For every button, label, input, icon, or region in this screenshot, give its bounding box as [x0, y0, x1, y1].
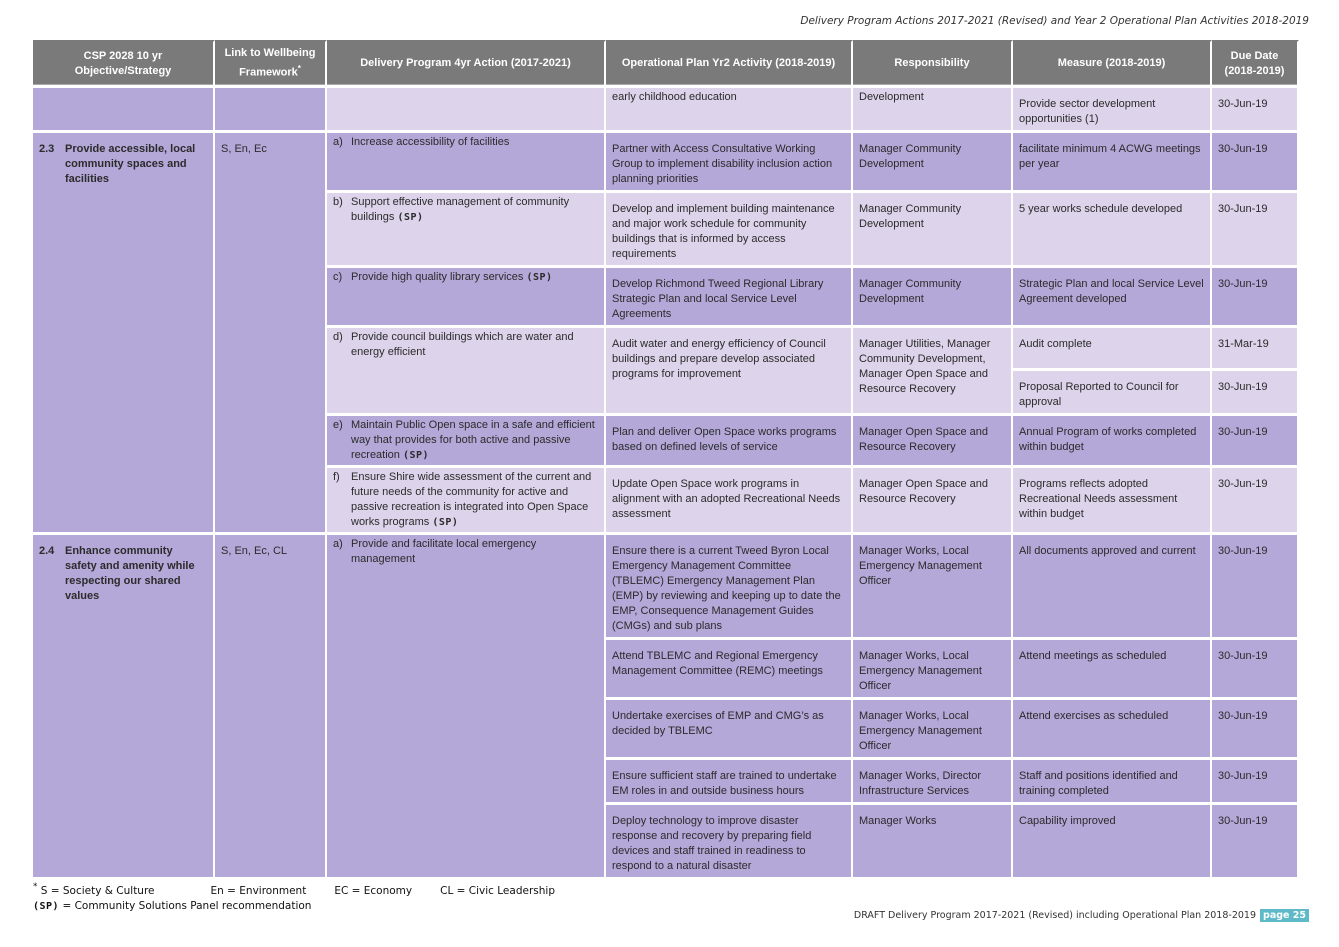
- activity-cell: early childhood education: [606, 88, 853, 133]
- strategy-number: 2.4: [39, 545, 55, 557]
- legend-civic: CL = Civic Leadership: [440, 884, 555, 897]
- legend-society: * S = Society & Culture: [33, 882, 155, 897]
- col-header-due-date: Due Date (2018-2019): [1212, 40, 1299, 88]
- measure-cell: Provide sector development opportunities (1): [1013, 88, 1212, 133]
- measure-cell: Attend exercises as scheduled: [1013, 700, 1212, 760]
- activity-cell: Deploy technology to improve disaster response and recovery by preparing field devices and staff trained in readiness to respond to a natural disaster: [606, 805, 853, 880]
- strategy-title: Provide accessible, local community spaces and facilities: [65, 143, 196, 185]
- wellbeing-link-cell: S, En, Ec, CL: [215, 535, 327, 880]
- measure-cell: Programs reflects adopted Recreational Needs assessment within budget: [1013, 468, 1212, 535]
- action-cell: f) Ensure Shire wide assessment of the current and future needs of the community for active and passive recreation is integrated into Open Space works programs (SP): [327, 468, 606, 535]
- measure-cell: Capability improved: [1013, 805, 1212, 880]
- col-header-responsibility: Responsibility: [853, 40, 1013, 88]
- col-header-measure: Measure (2018-2019): [1013, 40, 1212, 88]
- due-date-cell: 30-Jun-19: [1212, 416, 1299, 468]
- table-row: [33, 535, 1299, 640]
- wellbeing-link-cell: S, En, Ec: [215, 133, 327, 535]
- strategy-title: Enhance community safety and amenity while respecting our shared values: [65, 545, 195, 602]
- activity-cell: Update Open Space work programs in alignment with an adopted Recreational Needs assessment: [606, 468, 853, 535]
- due-date-cell: 30-Jun-19: [1212, 193, 1299, 268]
- col-header-operational-activity: Operational Plan Yr2 Activity (2018-2019): [606, 40, 853, 88]
- due-date-cell: 30-Jun-19: [1212, 640, 1299, 700]
- strategy-2-3-cell: [33, 133, 215, 535]
- responsibility-cell: Manager Works, Local Emergency Management Officer: [853, 640, 1013, 700]
- responsibility-cell: Manager Community Development: [853, 133, 1013, 193]
- responsibility-cell: Manager Works, Local Emergency Management Officer: [853, 535, 1013, 640]
- action-cell: c) Provide high quality library services (SP): [327, 268, 606, 328]
- measure-cell: Staff and positions identified and training completed: [1013, 760, 1212, 805]
- wellbeing-cell: [215, 88, 327, 133]
- due-date-cell: 30-Jun-19: [1212, 535, 1299, 640]
- due-date-cell: 30-Jun-19: [1212, 371, 1299, 416]
- due-date-cell: 30-Jun-19: [1212, 133, 1299, 193]
- legend-economy: EC = Economy: [334, 884, 413, 897]
- measure-cell: Proposal Reported to Council for approval: [1013, 371, 1212, 416]
- col-header-objective: CSP 2028 10 yr Objective/Strategy: [33, 40, 215, 88]
- due-date-cell: 30-Jun-19: [1212, 88, 1299, 133]
- footnotes: [33, 880, 583, 914]
- activity-cell: Develop and implement building maintenance and major work schedule for community buildings that is informed by access requirements: [606, 193, 853, 268]
- action-cell: [327, 88, 606, 133]
- action-cell: a) Increase accessibility of facilities: [327, 133, 606, 193]
- due-date-cell: 30-Jun-19: [1212, 760, 1299, 805]
- table-row: [33, 133, 1299, 193]
- due-date-cell: 31-Mar-19: [1212, 328, 1299, 371]
- measure-cell: 5 year works schedule developed: [1013, 193, 1212, 268]
- responsibility-cell: Manager Open Space and Resource Recovery: [853, 468, 1013, 535]
- measure-cell: Strategic Plan and local Service Level Agreement developed: [1013, 268, 1212, 328]
- due-date-cell: 30-Jun-19: [1212, 700, 1299, 760]
- activity-cell: Undertake exercises of EMP and CMG’s as decided by TBLEMC: [606, 700, 853, 760]
- activity-cell: Ensure there is a current Tweed Byron Local Emergency Management Committee (TBLEMC) Emergency Management Plan (EMP) by reviewing and keeping up to date the EMP, Consequence Management Guides (CMGs) and sub plans: [606, 535, 853, 640]
- measure-cell: facilitate minimum 4 ACWG meetings per year: [1013, 133, 1212, 193]
- strategy-2-4-cell: [33, 535, 215, 880]
- wellbeing-legend: [33, 880, 583, 899]
- strategy-number: 2.3: [39, 143, 55, 155]
- responsibility-cell: Manager Works: [853, 805, 1013, 880]
- footer-title: DRAFT Delivery Program 2017-2021 (Revised) including Operational Plan 2018-2019: [853, 910, 1257, 921]
- due-date-cell: 30-Jun-19: [1212, 468, 1299, 535]
- running-header: Delivery Program Actions 2017-2021 (Revised) and Year 2 Operational Plan Activities 2018-2019: [800, 15, 1309, 27]
- page-footer: [854, 909, 1309, 922]
- objective-cell: [33, 88, 215, 133]
- sp-legend: (SP) = Community Solutions Panel recommendation: [33, 899, 312, 912]
- legend-environment: En = Environment: [210, 884, 307, 897]
- responsibility-cell: Manager Open Space and Resource Recovery: [853, 416, 1013, 468]
- measure-cell: Attend meetings as scheduled: [1013, 640, 1212, 700]
- responsibility-cell: Manager Community Development: [853, 193, 1013, 268]
- action-cell: d) Provide council buildings which are water and energy efficient: [327, 328, 606, 416]
- responsibility-cell: Manager Works, Local Emergency Management Officer: [853, 700, 1013, 760]
- activity-cell: Partner with Access Consultative Working Group to implement disability inclusion action planning priorities: [606, 133, 853, 193]
- activity-cell: Develop Richmond Tweed Regional Library Strategic Plan and local Service Level Agreements: [606, 268, 853, 328]
- activity-cell: Audit water and energy efficiency of Council buildings and prepare develop associated programs for improvement: [606, 328, 853, 416]
- due-date-cell: 30-Jun-19: [1212, 805, 1299, 880]
- col-header-delivery-action: Delivery Program 4yr Action (2017-2021): [327, 40, 606, 88]
- measure-cell: Annual Program of works completed within budget: [1013, 416, 1212, 468]
- responsibility-cell: Development: [853, 88, 1013, 133]
- due-date-cell: 30-Jun-19: [1212, 268, 1299, 328]
- responsibility-cell: Manager Community Development: [853, 268, 1013, 328]
- page-number-badge: page 25: [1260, 909, 1309, 922]
- table-row-continued: [33, 88, 1299, 133]
- responsibility-cell: Manager Utilities, Manager Community Development, Manager Open Space and Resource Recovery: [853, 328, 1013, 416]
- action-cell: a) Provide and facilitate local emergency management: [327, 535, 606, 880]
- activity-cell: Plan and deliver Open Space works programs based on defined levels of service: [606, 416, 853, 468]
- table-header-row: [33, 40, 1299, 88]
- responsibility-cell: Manager Works, Director Infrastructure Services: [853, 760, 1013, 805]
- action-cell: b) Support effective management of community buildings (SP): [327, 193, 606, 268]
- action-cell: e) Maintain Public Open space in a safe and efficient way that provides for both active and passive recreation (SP): [327, 416, 606, 468]
- delivery-program-table: [33, 40, 1299, 880]
- activity-cell: Attend TBLEMC and Regional Emergency Management Committee (REMC) meetings: [606, 640, 853, 700]
- activity-cell: Ensure sufficient staff are trained to undertake EM roles in and outside business hours: [606, 760, 853, 805]
- measure-cell: All documents approved and current: [1013, 535, 1212, 640]
- col-header-wellbeing: Link to Wellbeing Framework*: [215, 40, 327, 88]
- measure-cell: Audit complete: [1013, 328, 1212, 371]
